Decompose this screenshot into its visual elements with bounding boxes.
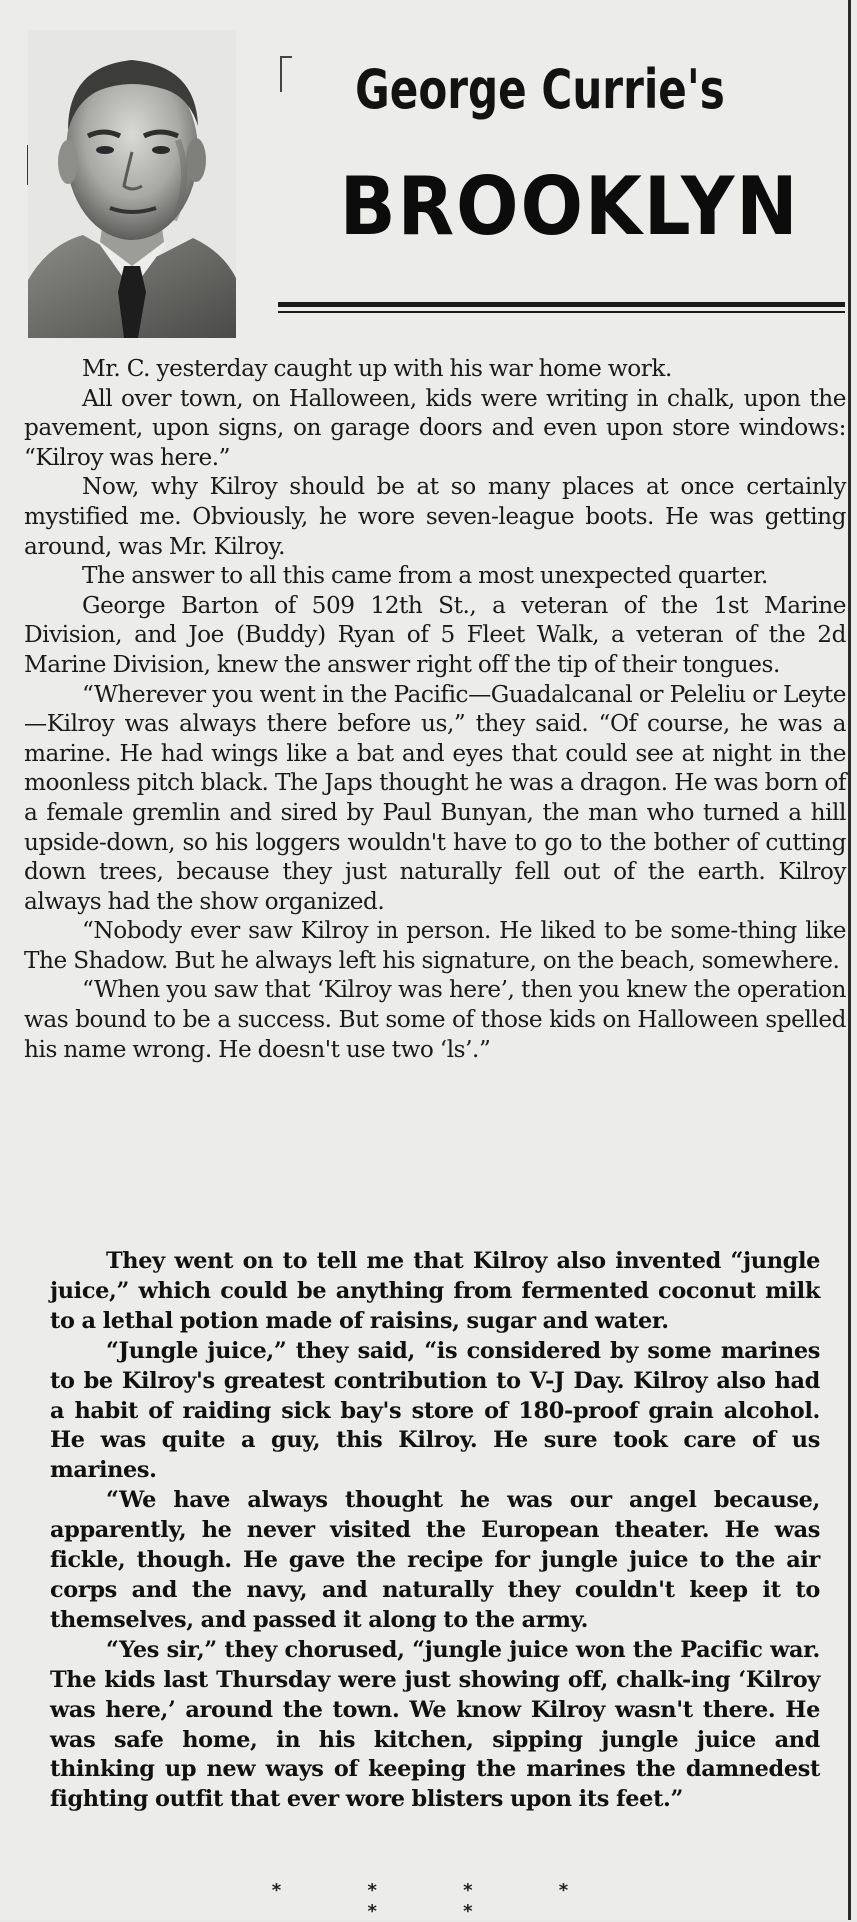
- paragraph: Mr. C. yesterday caught up with his war home work.: [82, 355, 672, 382]
- paragraph: “When you saw that ‘Kilroy was here’, then you knew the operation was bound to be a success. But some of those kids on Halloween spelled his name wrong. He doesn't use two ‘ls’.”: [24, 976, 846, 1063]
- portrait-photo-icon: [28, 30, 236, 338]
- masthead-mark: [280, 56, 292, 58]
- title-rule: [278, 311, 845, 313]
- title-rule: [278, 302, 845, 307]
- author-portrait: [28, 30, 236, 338]
- paragraph: All over town, on Halloween, kids were writing in chalk, upon the pavement, upon signs, on garage doors and even upon store windows: “Kilroy was here.”: [24, 384, 846, 471]
- column-byline: George Currie's: [355, 58, 725, 121]
- bold-paragraph: “Yes sir,” they chorused, “jungle juice won the Pacific war. The kids last Thursday were just showing off, chalk-ing ‘Kilroy was here,’ around the town. We know Kilroy wasn't there. He was safe home, in his kitchen, sipping jungle juice and thinking up new ways of keeping the marines the damnedest fighting outfit that ever wore blisters upon its feet.”: [50, 1636, 820, 1813]
- section-divider: * * * * * *: [271, 1880, 609, 1922]
- bold-paragraph: “We have always thought he was our angel because, apparently, he never visited the European theater. He was fickle, though. He gave the recipe for jungle juice to the air corps and the navy, and naturally they couldn't keep it to themselves, and passed it along to the army.: [50, 1487, 820, 1633]
- paragraph: The answer to all this came from a most unexpected quarter.: [82, 562, 768, 590]
- column-rule: [848, 0, 851, 1920]
- column-title: BROOKLYN: [339, 160, 800, 253]
- paragraph: George Barton of 509 12th St., a veteran of the 1st Marine Division, and Joe (Buddy) Ryan of 5 Fleet Walk, a veteran of the 2d Marine Division, knew the answer right off the tip of their tongues.: [24, 591, 846, 678]
- paragraph: “Wherever you went in the Pacific—Guadalcanal or Peleliu or Leyte—Kilroy was always there before us,” they said. “Of course, he was a marine. He had wings like a bat and eyes that could see at night in the moonless pitch black. The Japs thought he was a dragon. He was born of a female gremlin and sired by Paul Bunyan, the man who turned a hill upside-down, so his loggers wouldn't have to go to the bother of cutting down trees, because they just naturally fell out of the earth. Kilroy always had the show organized.: [24, 680, 846, 915]
- bold-paragraph: “Jungle juice,” they said, “is considered by some marines to be Kilroy's greatest contribution to V-J Day. Kilroy also had a habit of raiding sick bay's store of 180-proof grain alcohol. He was quite a guy, this Kilroy. He sure took care of us marines.: [50, 1337, 820, 1484]
- article-body: [24, 354, 846, 1064]
- article-body-bold: [50, 1247, 820, 1815]
- masthead-mark: [280, 56, 282, 92]
- paragraph: Now, why Kilroy should be at so many places at once certainly mystified me. Obviously, he wore seven-league boots. He was getting around, was Mr. Kilroy.: [24, 473, 846, 560]
- bold-paragraph: They went on to tell me that Kilroy also invented “jungle juice,” which could be anything from fermented coconut milk to a lethal potion made of raisins, sugar and water.: [50, 1248, 820, 1334]
- paragraph: “Nobody ever saw Kilroy in person. He liked to be some-thing like The Shadow. But he always left his signature, on the beach, somewhere.: [24, 917, 846, 974]
